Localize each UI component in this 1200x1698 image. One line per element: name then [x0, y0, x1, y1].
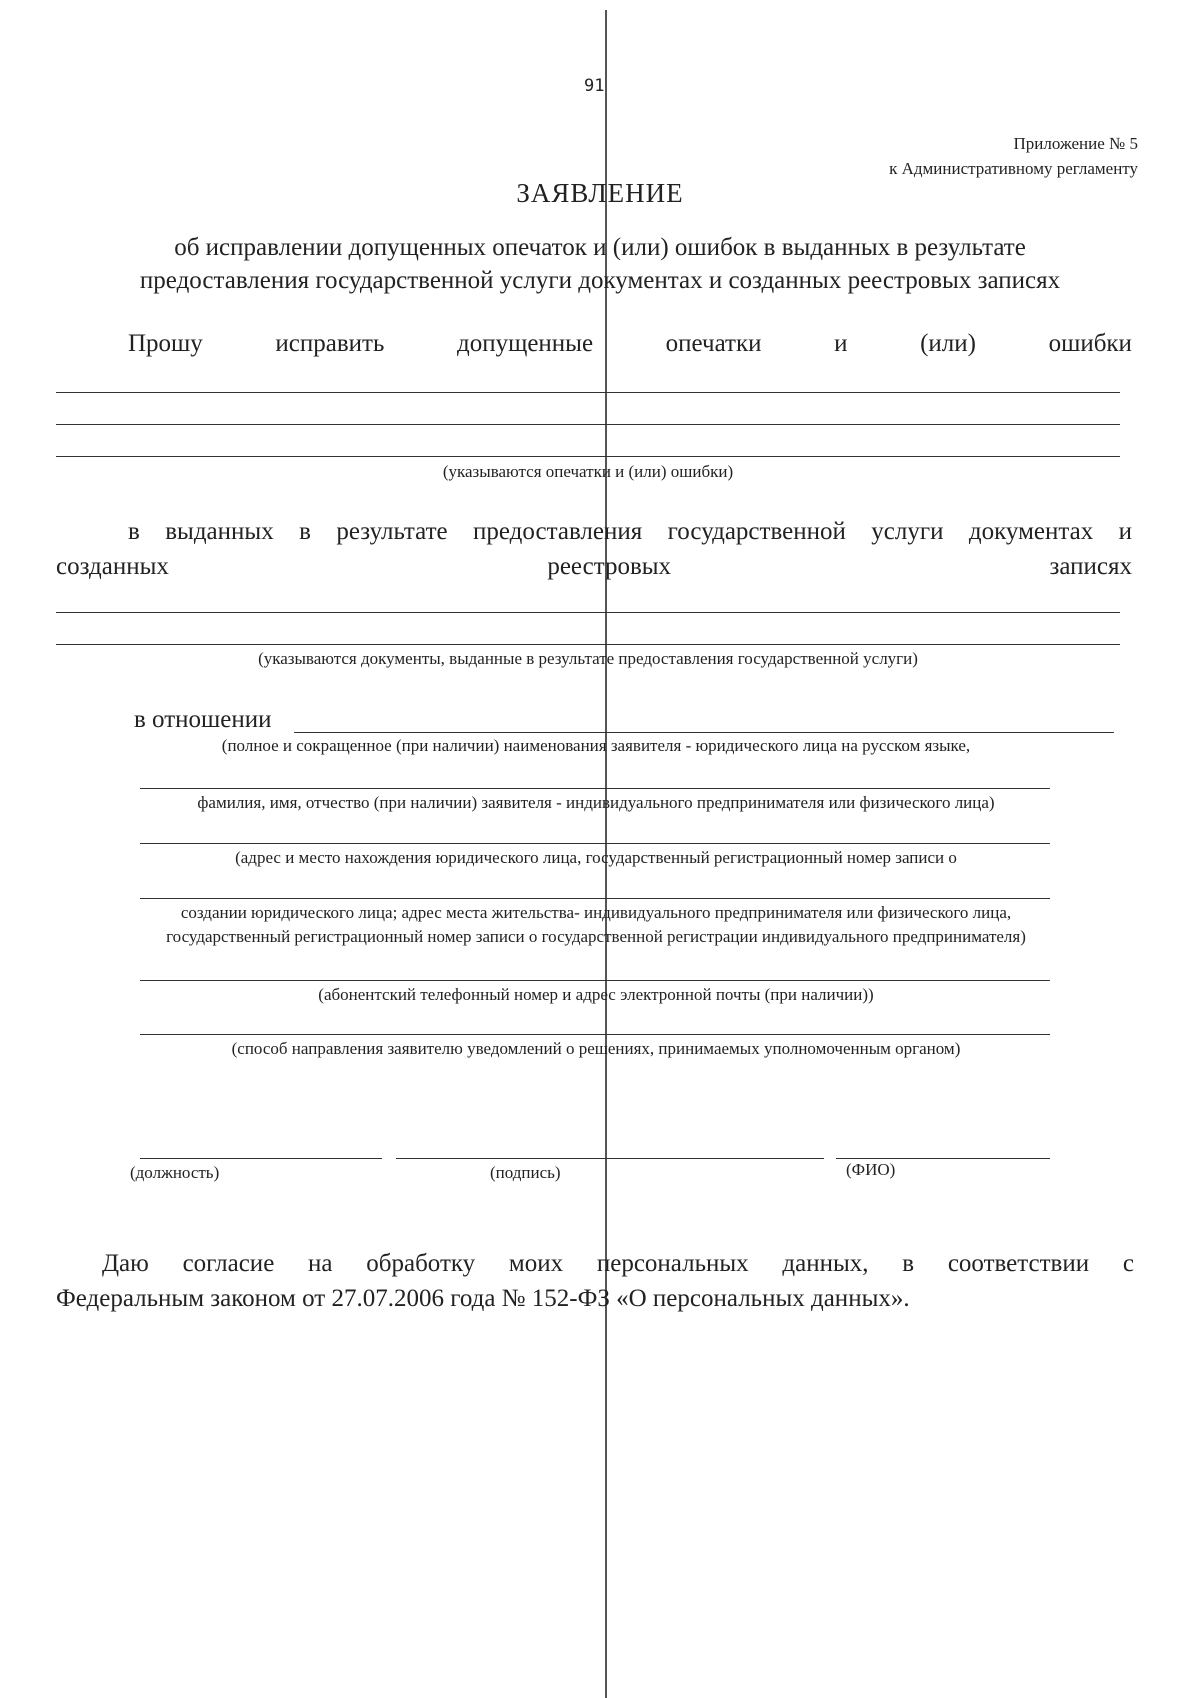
- applicant-caption-1: (полное и сокращенное (при наличии) наименования заявителя - юридического лица на русском языке,: [221, 736, 971, 755]
- documents-word: реестровых: [547, 553, 672, 580]
- request-word: и: [834, 330, 848, 357]
- applicant-contact-field[interactable]: [140, 980, 1050, 981]
- applicant-address-field[interactable]: [140, 843, 1050, 844]
- page-number: 91: [584, 76, 605, 96]
- request-line: [128, 330, 1132, 358]
- full-name-caption: (ФИО): [846, 1160, 896, 1179]
- applicant-fio-field[interactable]: [140, 788, 1050, 789]
- documents-word: записях: [1049, 553, 1132, 580]
- errors-field-line-2[interactable]: [56, 424, 1120, 425]
- applicant-caption-2: фамилия, имя, отчество (при наличии) заявителя - индивидуального предпринимателя или физического лица): [197, 793, 995, 812]
- consent-word: на: [308, 1250, 333, 1277]
- applicant-caption-5: (абонентский телефонный номер и адрес электронной почты (при наличии)): [318, 985, 874, 1004]
- document-title: ЗАЯВЛЕНИЕ: [516, 178, 684, 208]
- full-name-field[interactable]: [836, 1158, 1050, 1159]
- signature-field[interactable]: [396, 1158, 824, 1159]
- applicant-name-field[interactable]: [294, 732, 1114, 733]
- request-word: (или): [920, 330, 976, 357]
- consent-line-2: Федеральным законом от 27.07.2006 года № 152-ФЗ «О персональных данных».: [56, 1285, 910, 1312]
- applicant-caption-4a: создании юридического лица; адрес места жительства- индивидуального предпринимателя или физического лица,: [180, 903, 1012, 922]
- errors-field-line-1[interactable]: [56, 392, 1120, 393]
- documents-field-line-1[interactable]: [56, 612, 1120, 613]
- documents-caption: (указываются документы, выданные в результате предоставления государственной услуги): [258, 649, 918, 668]
- request-word: опечатки: [665, 330, 762, 357]
- consent-word: моих: [508, 1250, 564, 1277]
- signature-caption: (подпись): [490, 1163, 561, 1182]
- appendix-line-1: Приложение № 5: [1013, 134, 1138, 153]
- subtitle-line-2: предоставления государственной услуги документах и созданных реестровых записях: [139, 267, 1061, 294]
- request-word: исправить: [275, 330, 385, 357]
- appendix-reference: [889, 131, 1138, 181]
- consent-word: соответствии: [947, 1250, 1090, 1277]
- consent-word: данных,: [782, 1250, 869, 1277]
- consent-word: в: [902, 1250, 915, 1277]
- document-subtitle: [60, 231, 1140, 297]
- documents-field-line-2[interactable]: [56, 644, 1120, 645]
- consent-word: с: [1122, 1250, 1134, 1277]
- documents-line-2: [56, 553, 1132, 581]
- consent-word: обработку: [366, 1250, 476, 1277]
- notification-method-field[interactable]: [140, 1034, 1050, 1035]
- consent-word: персональных: [596, 1250, 749, 1277]
- applicant-caption-6: (способ направления заявителю уведомлений о решениях, принимаемых уполномоченным органом): [231, 1039, 961, 1058]
- position-caption: (должность): [130, 1163, 220, 1182]
- consent-word: Даю: [102, 1250, 149, 1277]
- applicant-caption-4b: государственный регистрационный номер записи о государственной регистрации индивидуального предпринимателя): [166, 927, 1026, 946]
- request-word: Прошу: [128, 330, 203, 357]
- errors-caption: (указываются опечатки и (или) ошибки): [442, 462, 734, 481]
- applicant-registration-field[interactable]: [140, 898, 1050, 899]
- request-word: допущенные: [456, 330, 594, 357]
- position-field[interactable]: [140, 1158, 382, 1159]
- consent-line-1: [102, 1250, 1134, 1278]
- documents-word: созданных: [56, 553, 169, 580]
- errors-field-line-3[interactable]: [56, 456, 1120, 457]
- applicant-label: в отношении: [134, 706, 272, 733]
- documents-line-1: в выданных в результате предоставления государственной услуги документах и: [128, 518, 1132, 545]
- appendix-line-2: к Административному регламенту: [889, 159, 1138, 178]
- applicant-caption-3: (адрес и место нахождения юридического лица, государственный регистрационный номер записи о: [235, 848, 957, 867]
- request-word: ошибки: [1048, 330, 1132, 357]
- subtitle-line-1: об исправлении допущенных опечаток и (или) ошибок в выданных в результате: [174, 234, 1026, 261]
- consent-word: согласие: [182, 1250, 275, 1277]
